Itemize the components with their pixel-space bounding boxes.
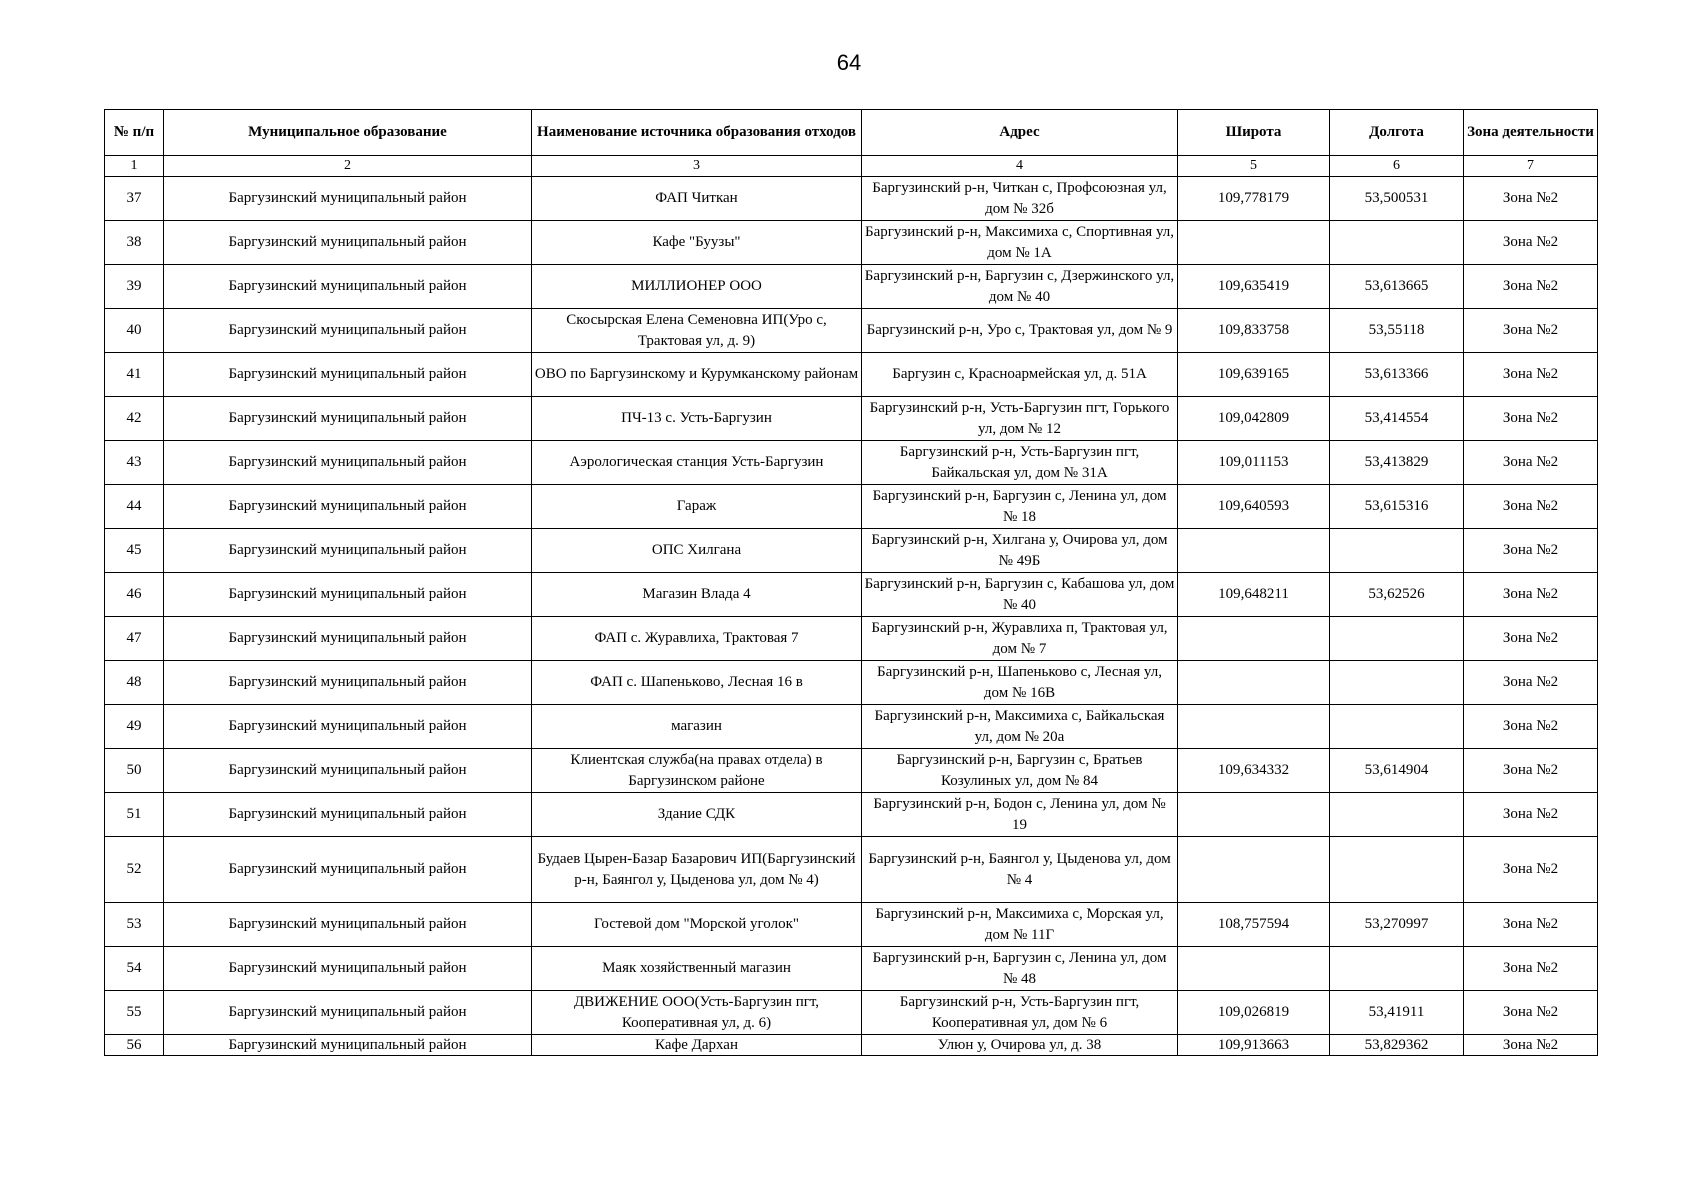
header-cell: Зона деятельности xyxy=(1464,110,1598,156)
source-cell: ФАП с. Шапеньково, Лесная 16 в xyxy=(532,661,862,705)
source-cell: ПЧ-13 с. Усть-Баргузин xyxy=(532,397,862,441)
row-number-cell: 56 xyxy=(105,1035,164,1056)
table-row xyxy=(105,991,1598,1035)
longitude-cell: 53,500531 xyxy=(1330,177,1464,221)
longitude-cell xyxy=(1330,947,1464,991)
source-cell: Магазин Влада 4 xyxy=(532,573,862,617)
longitude-cell: 53,62526 xyxy=(1330,573,1464,617)
zone-cell: Зона №2 xyxy=(1464,573,1598,617)
source-cell: ФАП Читкан xyxy=(532,177,862,221)
address-cell: Баргузинский р-н, Баргузин с, Братьев Козулиных ул, дом № 84 xyxy=(862,749,1178,793)
longitude-cell xyxy=(1330,617,1464,661)
address-cell: Баргузинский р-н, Бодон с, Ленина ул, дом № 19 xyxy=(862,793,1178,837)
row-number-cell: 39 xyxy=(105,265,164,309)
municipality-cell: Баргузинский муниципальный район xyxy=(164,749,532,793)
table-row xyxy=(105,353,1598,397)
address-cell: Баргузинский р-н, Баргузин с, Дзержинского ул, дом № 40 xyxy=(862,265,1178,309)
column-number-cell: 5 xyxy=(1178,156,1330,177)
address-cell: Баргузинский р-н, Уро с, Трактовая ул, дом № 9 xyxy=(862,309,1178,353)
source-cell: Гараж xyxy=(532,485,862,529)
municipality-cell: Баргузинский муниципальный район xyxy=(164,837,532,903)
address-cell: Баргузинский р-н, Баянгол у, Цыденова ул, дом № 4 xyxy=(862,837,1178,903)
zone-cell: Зона №2 xyxy=(1464,661,1598,705)
municipality-cell: Баргузинский муниципальный район xyxy=(164,529,532,573)
address-cell: Баргузин с, Красноармейская ул, д. 51А xyxy=(862,353,1178,397)
zone-cell: Зона №2 xyxy=(1464,353,1598,397)
source-cell: ДВИЖЕНИЕ ООО(Усть-Баргузин пгт, Кооперативная ул, д. 6) xyxy=(532,991,862,1035)
address-cell: Баргузинский р-н, Баргузин с, Ленина ул, дом № 48 xyxy=(862,947,1178,991)
municipality-cell: Баргузинский муниципальный район xyxy=(164,661,532,705)
municipality-cell: Баргузинский муниципальный район xyxy=(164,353,532,397)
header-cell: Наименование источника образования отходов xyxy=(532,110,862,156)
longitude-cell: 53,615316 xyxy=(1330,485,1464,529)
table-row xyxy=(105,397,1598,441)
address-cell: Баргузинский р-н, Максимиха с, Спортивная ул, дом № 1А xyxy=(862,221,1178,265)
municipality-cell: Баргузинский муниципальный район xyxy=(164,221,532,265)
row-number-cell: 42 xyxy=(105,397,164,441)
zone-cell: Зона №2 xyxy=(1464,265,1598,309)
address-cell: Баргузинский р-н, Усть-Баргузин пгт, Горького ул, дом № 12 xyxy=(862,397,1178,441)
header-row xyxy=(105,110,1598,156)
table-row xyxy=(105,793,1598,837)
row-number-cell: 41 xyxy=(105,353,164,397)
municipality-cell: Баргузинский муниципальный район xyxy=(164,177,532,221)
zone-cell: Зона №2 xyxy=(1464,397,1598,441)
column-number-row xyxy=(105,156,1598,177)
zone-cell: Зона №2 xyxy=(1464,485,1598,529)
row-number-cell: 48 xyxy=(105,661,164,705)
latitude-cell: 109,634332 xyxy=(1178,749,1330,793)
address-cell: Баргузинский р-н, Хилгана у, Очирова ул, дом № 49Б xyxy=(862,529,1178,573)
municipality-cell: Баргузинский муниципальный район xyxy=(164,903,532,947)
longitude-cell xyxy=(1330,221,1464,265)
municipality-cell: Баргузинский муниципальный район xyxy=(164,793,532,837)
header-cell: Долгота xyxy=(1330,110,1464,156)
source-cell: ОВО по Баргузинскому и Курумканскому районам xyxy=(532,353,862,397)
zone-cell: Зона №2 xyxy=(1464,837,1598,903)
table-row xyxy=(105,617,1598,661)
address-cell: Баргузинский р-н, Шапеньково с, Лесная ул, дом № 16В xyxy=(862,661,1178,705)
row-number-cell: 45 xyxy=(105,529,164,573)
longitude-cell: 53,55118 xyxy=(1330,309,1464,353)
latitude-cell xyxy=(1178,837,1330,903)
table-row xyxy=(105,947,1598,991)
latitude-cell xyxy=(1178,661,1330,705)
longitude-cell xyxy=(1330,661,1464,705)
zone-cell: Зона №2 xyxy=(1464,177,1598,221)
row-number-cell: 37 xyxy=(105,177,164,221)
latitude-cell xyxy=(1178,221,1330,265)
table-row xyxy=(105,749,1598,793)
table-row xyxy=(105,177,1598,221)
row-number-cell: 49 xyxy=(105,705,164,749)
source-cell: Будаев Цырен-Базар Базарович ИП(Баргузинский р-н, Баянгол у, Цыденова ул, дом № 4) xyxy=(532,837,862,903)
source-cell: Скосырская Елена Семеновна ИП(Уро с, Трактовая ул, д. 9) xyxy=(532,309,862,353)
zone-cell: Зона №2 xyxy=(1464,793,1598,837)
latitude-cell: 109,011153 xyxy=(1178,441,1330,485)
address-cell: Баргузинский р-н, Максимиха с, Байкальская ул, дом № 20а xyxy=(862,705,1178,749)
row-number-cell: 38 xyxy=(105,221,164,265)
source-cell: ОПС Хилгана xyxy=(532,529,862,573)
source-cell: Аэрологическая станция Усть-Баргузин xyxy=(532,441,862,485)
latitude-cell xyxy=(1178,529,1330,573)
row-number-cell: 52 xyxy=(105,837,164,903)
row-number-cell: 40 xyxy=(105,309,164,353)
municipality-cell: Баргузинский муниципальный район xyxy=(164,991,532,1035)
header-cell: Адрес xyxy=(862,110,1178,156)
row-number-cell: 47 xyxy=(105,617,164,661)
table-body xyxy=(105,177,1598,1056)
zone-cell: Зона №2 xyxy=(1464,705,1598,749)
table-row xyxy=(105,573,1598,617)
latitude-cell: 109,635419 xyxy=(1178,265,1330,309)
latitude-cell: 109,648211 xyxy=(1178,573,1330,617)
longitude-cell xyxy=(1330,529,1464,573)
table-row xyxy=(105,903,1598,947)
municipality-cell: Баргузинский муниципальный район xyxy=(164,485,532,529)
zone-cell: Зона №2 xyxy=(1464,1035,1598,1056)
table-row xyxy=(105,441,1598,485)
column-number-cell: 7 xyxy=(1464,156,1598,177)
latitude-cell xyxy=(1178,705,1330,749)
address-cell: Баргузинский р-н, Усть-Баргузин пгт, Кооперативная ул, дом № 6 xyxy=(862,991,1178,1035)
latitude-cell: 109,042809 xyxy=(1178,397,1330,441)
latitude-cell: 109,639165 xyxy=(1178,353,1330,397)
row-number-cell: 43 xyxy=(105,441,164,485)
longitude-cell xyxy=(1330,837,1464,903)
latitude-cell: 109,913663 xyxy=(1178,1035,1330,1056)
address-cell: Баргузинский р-н, Журавлиха п, Трактовая ул, дом № 7 xyxy=(862,617,1178,661)
row-number-cell: 55 xyxy=(105,991,164,1035)
table-row xyxy=(105,529,1598,573)
address-cell: Баргузинский р-н, Баргузин с, Ленина ул, дом № 18 xyxy=(862,485,1178,529)
table-row xyxy=(105,221,1598,265)
address-cell: Баргузинский р-н, Максимиха с, Морская ул, дом № 11Г xyxy=(862,903,1178,947)
latitude-cell xyxy=(1178,793,1330,837)
table-row xyxy=(105,485,1598,529)
waste-sources-table xyxy=(104,109,1598,1056)
row-number-cell: 54 xyxy=(105,947,164,991)
zone-cell: Зона №2 xyxy=(1464,903,1598,947)
municipality-cell: Баргузинский муниципальный район xyxy=(164,573,532,617)
municipality-cell: Баргузинский муниципальный район xyxy=(164,309,532,353)
longitude-cell xyxy=(1330,705,1464,749)
zone-cell: Зона №2 xyxy=(1464,617,1598,661)
longitude-cell: 53,413829 xyxy=(1330,441,1464,485)
zone-cell: Зона №2 xyxy=(1464,221,1598,265)
table-row xyxy=(105,1035,1598,1056)
latitude-cell xyxy=(1178,947,1330,991)
zone-cell: Зона №2 xyxy=(1464,529,1598,573)
longitude-cell: 53,613665 xyxy=(1330,265,1464,309)
column-number-cell: 4 xyxy=(862,156,1178,177)
table-row xyxy=(105,705,1598,749)
header-cell: № п/п xyxy=(105,110,164,156)
zone-cell: Зона №2 xyxy=(1464,947,1598,991)
source-cell: магазин xyxy=(532,705,862,749)
page-number: 64 xyxy=(836,50,862,75)
municipality-cell: Баргузинский муниципальный район xyxy=(164,397,532,441)
table-row xyxy=(105,265,1598,309)
table-row xyxy=(105,837,1598,903)
header-cell: Муниципальное образование xyxy=(164,110,532,156)
row-number-cell: 50 xyxy=(105,749,164,793)
longitude-cell: 53,41911 xyxy=(1330,991,1464,1035)
longitude-cell: 53,614904 xyxy=(1330,749,1464,793)
municipality-cell: Баргузинский муниципальный район xyxy=(164,1035,532,1056)
longitude-cell xyxy=(1330,793,1464,837)
zone-cell: Зона №2 xyxy=(1464,749,1598,793)
longitude-cell: 53,414554 xyxy=(1330,397,1464,441)
latitude-cell: 109,833758 xyxy=(1178,309,1330,353)
row-number-cell: 53 xyxy=(105,903,164,947)
row-number-cell: 44 xyxy=(105,485,164,529)
municipality-cell: Баргузинский муниципальный район xyxy=(164,705,532,749)
source-cell: ФАП с. Журавлиха, Трактовая 7 xyxy=(532,617,862,661)
source-cell: Кафе Дархан xyxy=(532,1035,862,1056)
table-row xyxy=(105,661,1598,705)
municipality-cell: Баргузинский муниципальный район xyxy=(164,617,532,661)
latitude-cell: 109,026819 xyxy=(1178,991,1330,1035)
row-number-cell: 46 xyxy=(105,573,164,617)
address-cell: Баргузинский р-н, Баргузин с, Кабашова ул, дом № 40 xyxy=(862,573,1178,617)
address-cell: Баргузинский р-н, Читкан с, Профсоюзная ул, дом № 32б xyxy=(862,177,1178,221)
source-cell: Гостевой дом "Морской уголок" xyxy=(532,903,862,947)
municipality-cell: Баргузинский муниципальный район xyxy=(164,441,532,485)
municipality-cell: Баргузинский муниципальный район xyxy=(164,947,532,991)
column-number-cell: 3 xyxy=(532,156,862,177)
source-cell: Маяк хозяйственный магазин xyxy=(532,947,862,991)
column-number-cell: 1 xyxy=(105,156,164,177)
municipality-cell: Баргузинский муниципальный район xyxy=(164,265,532,309)
latitude-cell: 108,757594 xyxy=(1178,903,1330,947)
latitude-cell: 109,640593 xyxy=(1178,485,1330,529)
longitude-cell: 53,613366 xyxy=(1330,353,1464,397)
table-row xyxy=(105,309,1598,353)
source-cell: Клиентская служба(на правах отдела) в Баргузинском районе xyxy=(532,749,862,793)
header-cell: Широта xyxy=(1178,110,1330,156)
source-cell: Кафе "Буузы" xyxy=(532,221,862,265)
column-number-cell: 2 xyxy=(164,156,532,177)
source-cell: Здание СДК xyxy=(532,793,862,837)
zone-cell: Зона №2 xyxy=(1464,991,1598,1035)
address-cell: Улюн у, Очирова ул, д. 38 xyxy=(862,1035,1178,1056)
zone-cell: Зона №2 xyxy=(1464,441,1598,485)
latitude-cell: 109,778179 xyxy=(1178,177,1330,221)
row-number-cell: 51 xyxy=(105,793,164,837)
column-number-cell: 6 xyxy=(1330,156,1464,177)
longitude-cell: 53,270997 xyxy=(1330,903,1464,947)
address-cell: Баргузинский р-н, Усть-Баргузин пгт, Байкальская ул, дом № 31А xyxy=(862,441,1178,485)
source-cell: МИЛЛИОНЕР ООО xyxy=(532,265,862,309)
zone-cell: Зона №2 xyxy=(1464,309,1598,353)
latitude-cell xyxy=(1178,617,1330,661)
longitude-cell: 53,829362 xyxy=(1330,1035,1464,1056)
